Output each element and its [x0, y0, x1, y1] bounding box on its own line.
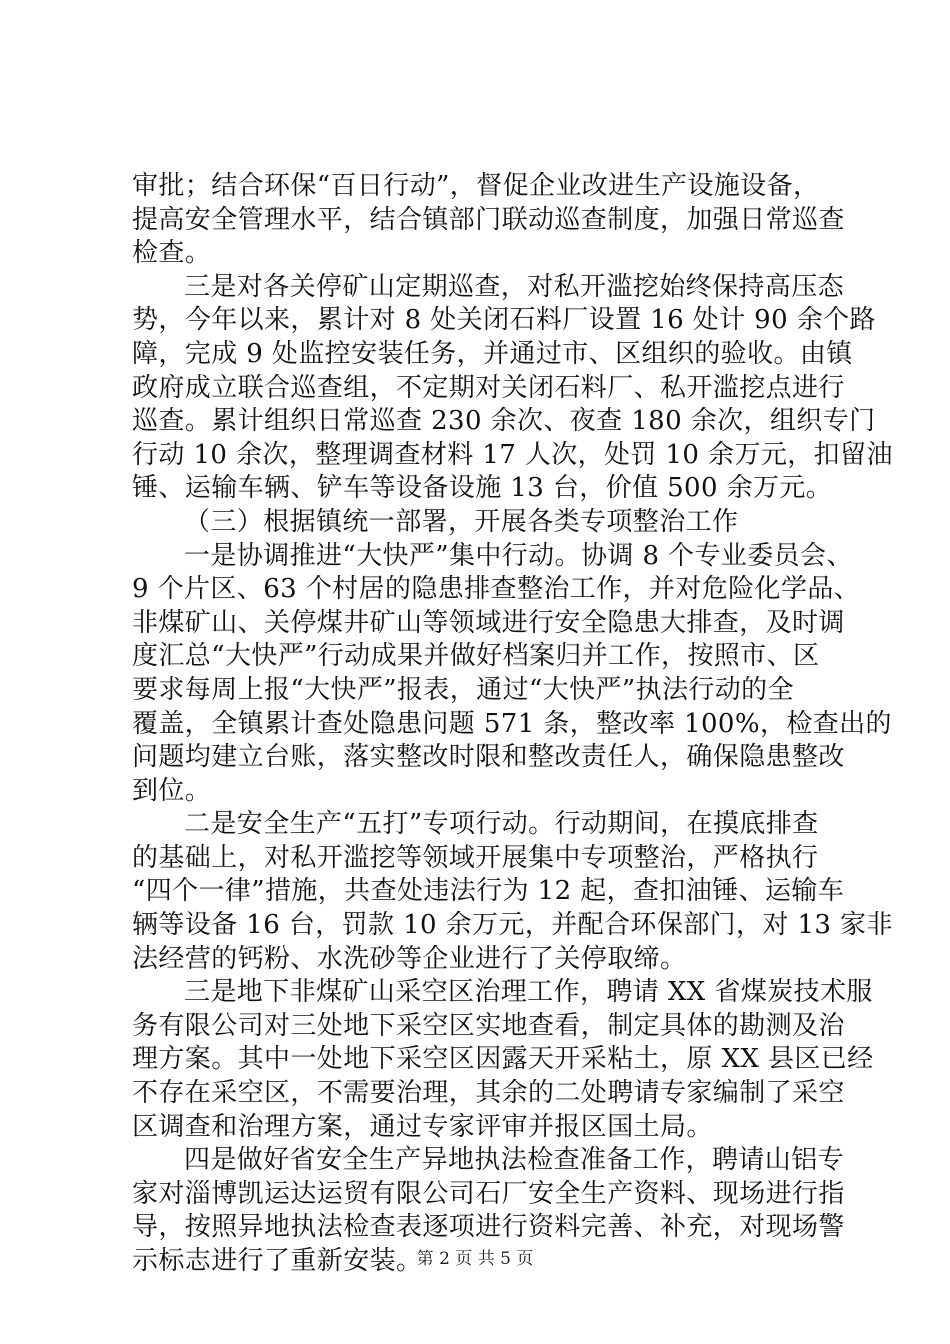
text-line: 障，完成 9 处监控安装任务，并通过市、区组织的验收。由镇: [132, 338, 853, 369]
text-line: 示标志进行了重新安装。: [132, 1246, 423, 1276]
text-line: 四是做好省安全生产异地执法检查准备工作，聘请山铝专: [184, 1145, 845, 1176]
section-heading-three: [132, 506, 832, 540]
text-line: 理方案。其中一处地下采空区因露天开采粘土，原 XX 县区已经: [132, 1044, 874, 1075]
text-line: 问题均建立台账，落实整改时限和整改责任人，确保隐患整改: [132, 742, 845, 773]
page-number-footer: 第 2 页 共 5 页: [416, 1249, 534, 1269]
text-line: 检查。: [132, 238, 212, 269]
text-line: “四个一律”措施，共查处违法行为 12 起，查扣油锤、运输车: [132, 876, 845, 907]
para-third-closed-mines: [132, 271, 893, 506]
section-heading: （三）根据镇统一部署，开展各类专项整治工作: [184, 506, 739, 537]
text-line: 巡查。累计组织日常巡查 230 余次、夜查 180 余次，组织专门: [132, 406, 876, 437]
text-line: 到位。: [132, 775, 212, 806]
text-line: 9 个片区、63 个村居的隐患排查整治工作，并对危险化学品、: [132, 574, 861, 605]
para-first-dakuaiyan: [132, 540, 892, 809]
text-line: 覆盖，全镇累计查处隐患问题 571 条，整改率 100%，检查出的: [132, 708, 892, 739]
text-line: 不存在采空区，不需要治理，其余的二处聘请专家编制了采空: [132, 1078, 845, 1109]
text-line: 辆等设备 16 台，罚款 10 余万元，并配合环保部门，对 13 家非: [132, 910, 893, 941]
text-line: 审批；结合环保“百日行动”，督促企业改进生产设施设备，: [132, 171, 820, 201]
text-line: 提高安全管理水平，结合镇部门联动巡查制度，加强日常巡查: [132, 204, 845, 235]
text-line: 非煤矿山、关停煤井矿山等领域进行安全隐患大排查，及时调: [132, 607, 845, 638]
text-line: 导，按照异地执法检查表逐项进行资料完善、补充，对现场警: [132, 1212, 845, 1243]
para-approval-continued: [132, 170, 845, 271]
text-line: 二是安全生产“五打”专项行动。行动期间，在摸底排查: [184, 809, 819, 840]
text-line: 的基础上，对私开滥挖等领域开展集中专项整治，严格执行: [132, 842, 819, 873]
text-line: 锤、运输车辆、铲车等设备设施 13 台，价值 500 余万元。: [132, 473, 833, 504]
text-line: 势，今年以来，累计对 8 处关闭石料厂设置 16 处计 90 余个路: [132, 305, 876, 336]
text-line: 政府成立联合巡查组，不定期对关闭石料厂、私开滥挖点进行: [132, 372, 845, 403]
text-line: 区调查和治理方案，通过专家评审并报区国土局。: [132, 1111, 713, 1142]
text-line: 一是协调推进“大快严”集中行动。协调 8 个专业委员会、: [184, 540, 853, 571]
text-line: 三是对各关停矿山定期巡查，对私开滥挖始终保持高压态: [184, 271, 845, 302]
text-line: 法经营的钙粉、水洗砂等企业进行了关停取缔。: [132, 943, 687, 974]
para-third-goaf: [132, 976, 874, 1144]
text-line: 度汇总“大快严”行动成果并做好档案归并工作，按照市、区: [132, 641, 820, 672]
para-second-wuda: [132, 808, 893, 976]
text-line: 家对淄博凯运达运贸有限公司石厂安全生产资料、现场进行指: [132, 1178, 845, 1209]
text-line: 要求每周上报“大快严”报表，通过“大快严”执法行动的全: [132, 674, 794, 705]
text-line: 三是地下非煤矿山采空区治理工作，聘请 XX 省煤炭技术服: [184, 977, 873, 1008]
document-body: [132, 170, 893, 1279]
text-line: 务有限公司对三处地下采空区实地查看，制定具体的勘测及治: [132, 1010, 845, 1041]
text-line: 行动 10 余次，整理调查材料 17 人次，处罚 10 余万元，扣留油: [132, 439, 893, 470]
